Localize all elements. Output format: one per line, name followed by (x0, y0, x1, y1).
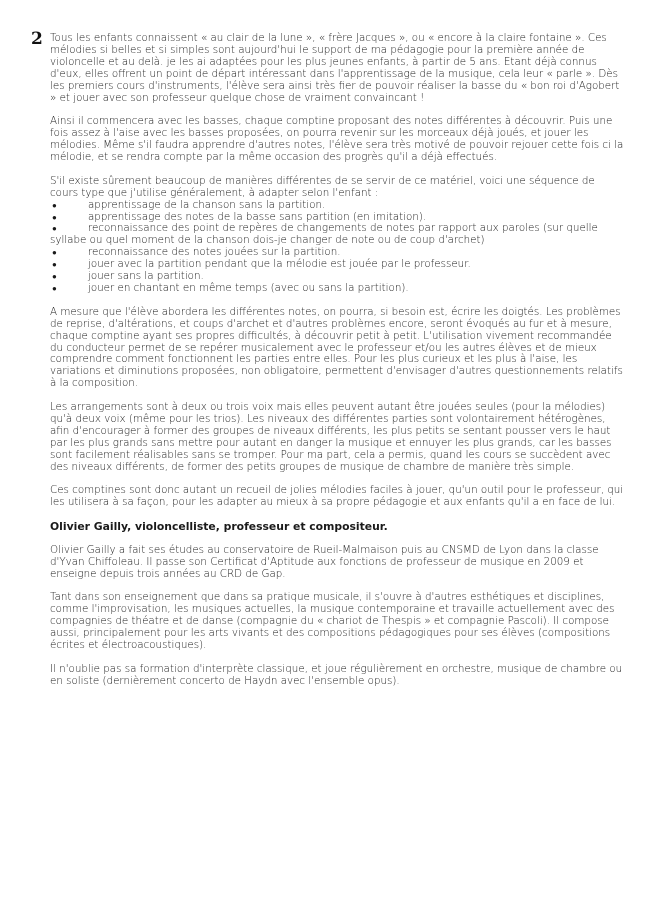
list-item: ● apprentissage de la chanson sans la partition. (50, 200, 624, 212)
lesson-sequence-list (50, 200, 624, 295)
paragraph-sequence-intro: S'il existe sûrement beaucoup de manières différentes de se servir de ce matériel, voici une séquence de cours type que j'utilise généralement, à adapter selon l'enfant : (50, 174, 595, 199)
bio-practice: Tant dans son enseignement que dans sa pratique musicale, il s'ouvre à d'autres esthétiques et disciplines, comme l'improvisation, les musiques actuelles, la musique contemporaine et travaille actuellement avec des compagnies de théatre et de danse (compagnie du « chariot de Thespis » et compagnie Pascoli). Il compose aussi, principalement pour les arts vivants et des compositions pédagogiques pour ses élèves (compositions écrites et électroacoustiques). (50, 591, 615, 652)
paragraph-mesure: A mesure que l'élève abordera les différentes notes, on pourra, si besoin est, écrire les doigtés. Les problèmes de reprise, d'altérations, et coups d'archet et d'autres problèmes encore, seront évoqués au fur et à mesure, chaque comptine ayant ses propres difficultés, à découvrir petit à petit. L'utilisation vivement recommandée du conducteur permet de se repérer musicalement avec le professeur et/ou les autres élèves et de mieux comprendre comment fonctionnent les parties entre elles. Pour les plus curieux et les plus à l'aise, les variations et diminutions proposées, non obligatoire, permettent d'envisager d'autres questionnements relatifs à la composition. (50, 305, 623, 390)
paragraph-basses: Ainsi il commencera avec les basses, chaque comptine proposant des notes différentes à découvrir. Puis une fois assez à l'aise avec les basses proposées, on pourra revenir sur les morceaux déjà joués, et jouer les mélodies. Même s'il faudra apprendre d'autres notes, l'élève sera très motivé de pouvoir rejouer cette fois ci la mélodie, et se rendra compte par la même occasion des progrès qu'il a déjà effectués. (50, 115, 624, 164)
list-item: ● jouer en chantant en même temps (avec ou sans la partition). (50, 283, 624, 295)
document-body (50, 33, 624, 700)
paragraph-arrangements: Les arrangements sont à deux ou trois voix mais elles peuvent autant être jouées seules (pour la mélodies) qu'à deux voix (même pour les trios). Les niveaux des différentes parties sont volontairement hétérogènes, afin d'encourager à former des groupes de niveaux différents, les plus petits se sentant pousser vers le haut par les plus grands sans mettre pour autant en danger la musique et ennuyer les plus grands, car les basses sont facilement réalisables sans se tromper. Pour ma part, cela a permis, quand les cours se succèdent avec des niveaux différents, de former des petits groupes de musique de chambre de manière très simple. (50, 401, 612, 473)
page-number: 2 (31, 29, 43, 49)
list-item: ● reconnaissance des point de repères de changements de notes par rapport aux paroles (sur quelle syllabe ou quel moment de la chanson dois-je changer de note ou de coup d'archet) (50, 223, 624, 247)
paragraph-comptines: Ces comptines sont donc autant un recueil de jolies mélodies faciles à jouer, qu'un outil pour le professeur, qui les utilisera à sa façon, pour les adapter au mieux à sa propre pédagogie et aux enfants qu'il a en face de lui. (50, 484, 624, 509)
bio-heading: Olivier Gailly, violoncelliste, professeur et compositeur. (50, 520, 388, 534)
list-item: ● reconnaissance des notes jouées sur la partition. (50, 247, 624, 259)
bio-classical: Il n'oublie pas sa formation d'interprète classique, et joue régulièrement en orchestre, musique de chambre ou en soliste (dernièrement concerto de Haydn avec l'ensemble opus). (50, 662, 623, 687)
bio-studies: Olivier Gailly a fait ses études au conservatoire de Rueil-Malmaison puis au CNSMD de Lyon dans la classe d'Yvan Chiffoleau. Il passe son Certificat d'Aptitude aux fonctions de professeur de musique en 2009 et enseigne depuis trois années au CRD de Gap. (50, 543, 599, 580)
list-item: ● apprentissage des notes de la basse sans partition (en imitation). (50, 212, 624, 224)
list-item: ● jouer sans la partition. (50, 271, 624, 283)
list-item: ● jouer avec la partition pendant que la mélodie est jouée par le professeur. (50, 259, 624, 271)
paragraph-intro: Tous les enfants connaissent « au clair de la lune », « frère Jacques », ou « encore à la claire fontaine ». Ces mélodies si belles et si simples sont aujourd'hui le support de ma pédagogie pour la première année de violoncelle et au delà. je les ai adaptées pour les plus jeunes enfants, à partir de 5 ans. Etant déjà connus d'eux, elles offrent un point de départ intéressant dans l'apprentissage de la musique, cela leur « parle ». Dès les premiers cours d'instruments, l'élève sera ainsi très fier de pouvoir réaliser la basse du « bon roi d'Agobert » et jouer avec son professeur quelque chose de vraiment convaincant ! (50, 32, 620, 104)
